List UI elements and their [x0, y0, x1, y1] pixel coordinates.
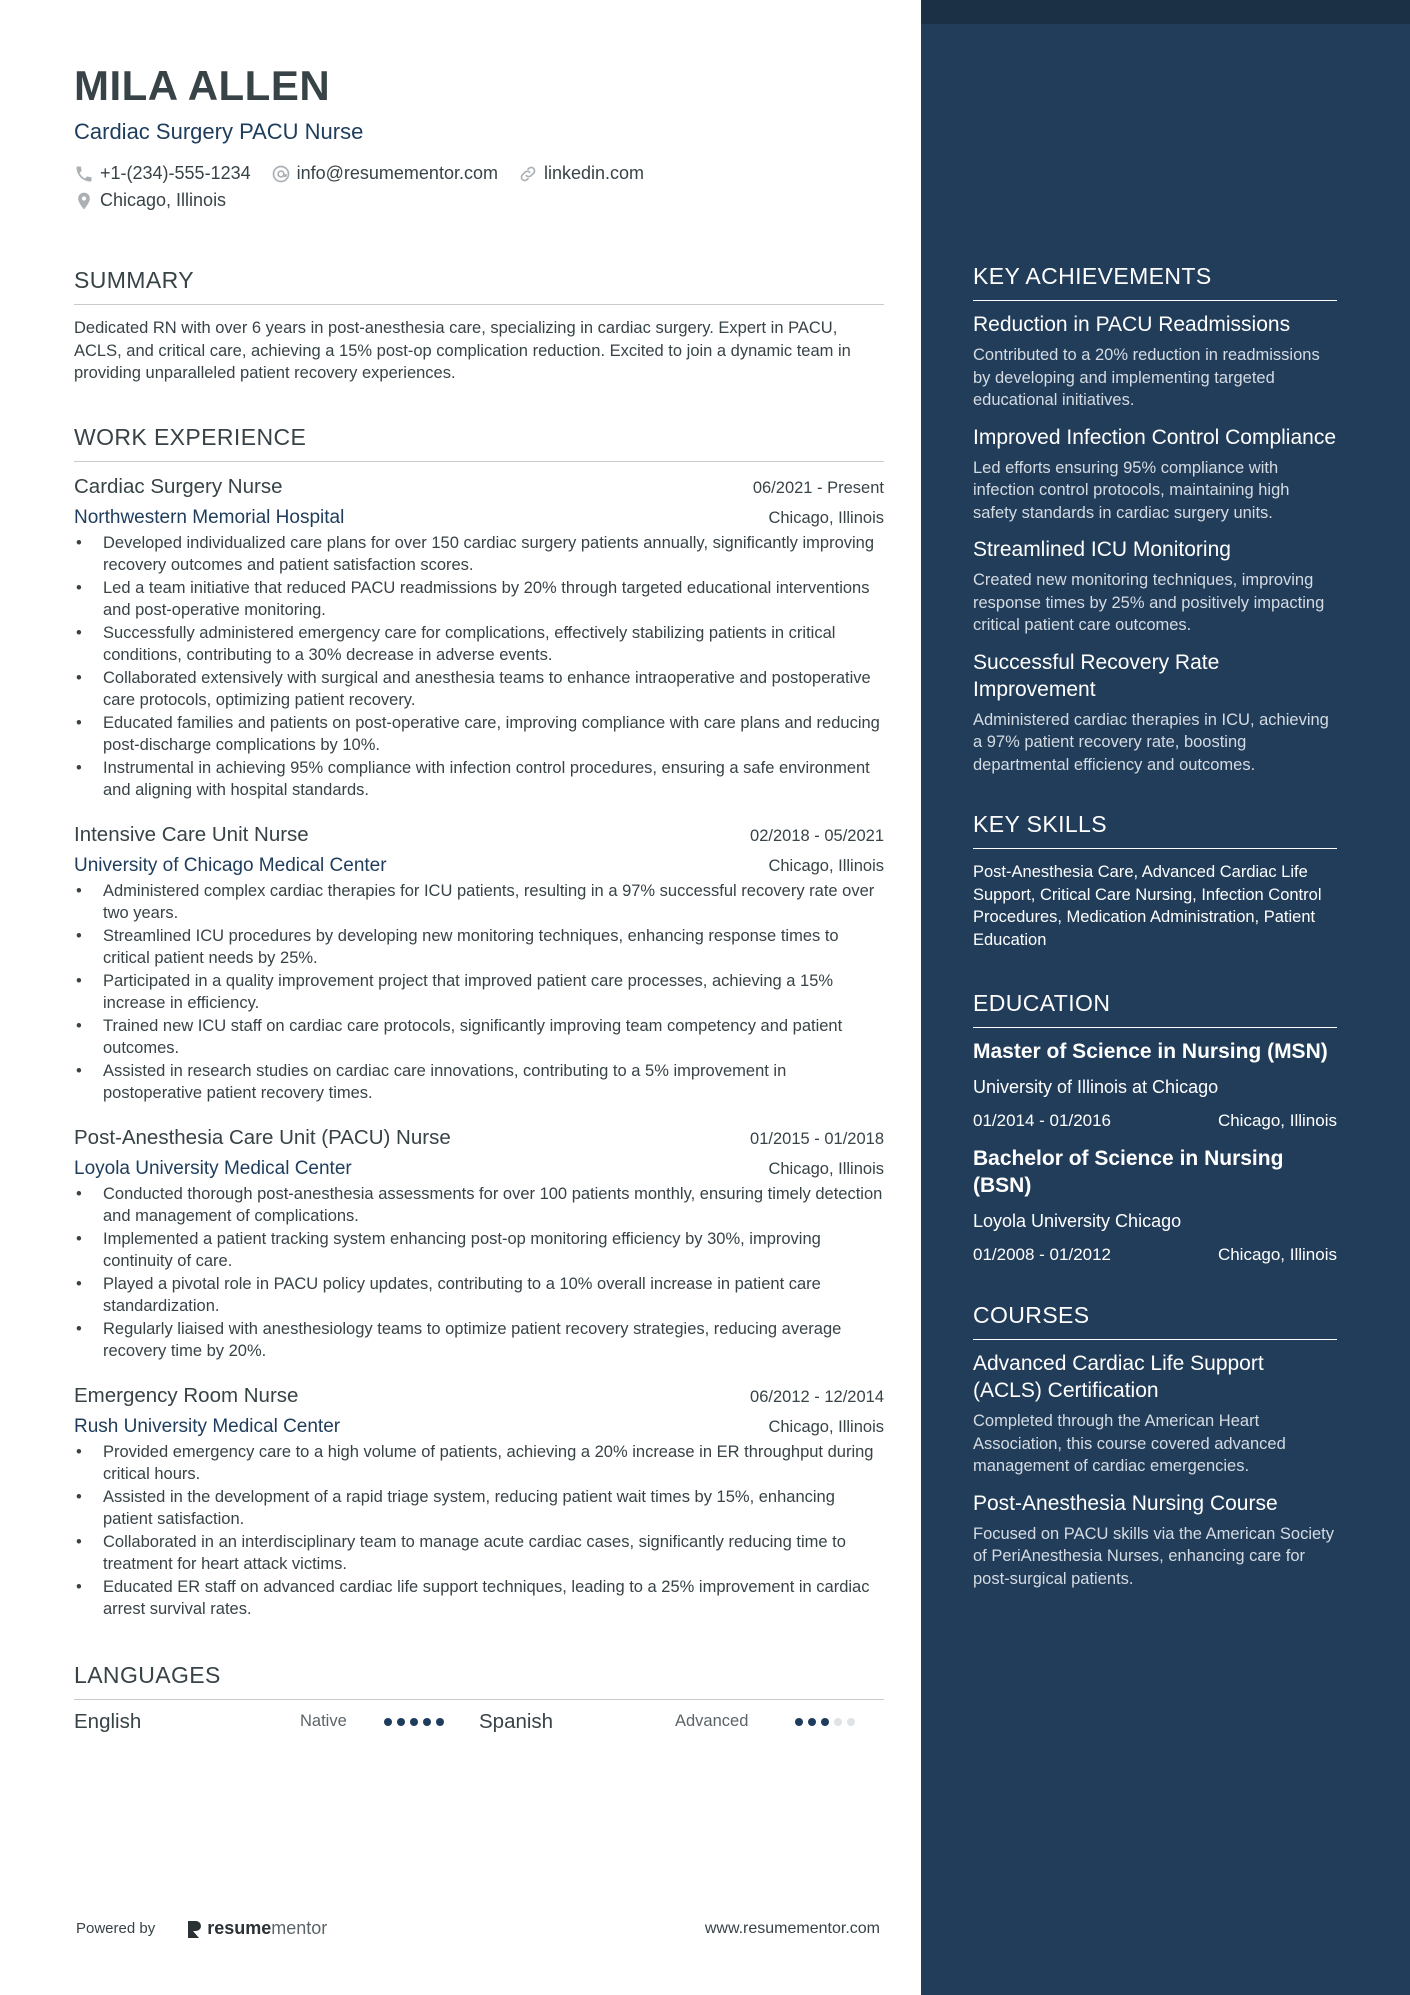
- language-rating: [795, 1718, 860, 1726]
- skills-heading: KEY SKILLS: [973, 810, 1337, 849]
- bullet-item: • Implemented a patient tracking system enhancing post-op monitoring efficiency by 30%, improving continuity of care.: [74, 1228, 884, 1273]
- achievement-title: Streamlined ICU Monitoring: [973, 538, 1231, 561]
- job-location: Chicago, Illinois: [768, 856, 884, 875]
- linkedin-text: linkedin.com: [543, 163, 645, 183]
- bullet-item: • Administered complex cardiac therapies for ICU patients, resulting in a 97% successful recovery rate over two years.: [74, 880, 884, 925]
- summary-heading: SUMMARY: [74, 266, 884, 305]
- achievement-title: Successful Recovery Rate Improvement: [973, 650, 1220, 701]
- job-bullets: [74, 1441, 884, 1621]
- job-bullets: [74, 1183, 884, 1363]
- achievement-item: [973, 649, 1337, 777]
- achievements-heading: KEY ACHIEVEMENTS: [973, 262, 1337, 301]
- achievement-item: [973, 424, 1337, 525]
- rating-dot-filled: [821, 1718, 829, 1726]
- job-bullets: [74, 532, 884, 802]
- at-icon: [271, 164, 291, 184]
- rating-dot-filled: [795, 1718, 803, 1726]
- logo-text-light: mentor: [271, 1918, 328, 1938]
- bullet-item: • Collaborated extensively with surgical and anesthesia teams to enhance intraoperative and postoperative care protocols, optimizing patient recovery.: [74, 667, 884, 712]
- language-item: [479, 1710, 884, 1734]
- footer: [76, 1918, 880, 1939]
- location-text: Chicago, Illinois: [100, 190, 227, 210]
- achievement-desc: Administered cardiac therapies in ICU, achieving a 97% patient recovery rate, boosting departmental efficiency and outcomes.: [973, 710, 1329, 774]
- job-title: Post-Anesthesia Care Unit (PACU) Nurse: [74, 1125, 451, 1149]
- rating-dot-empty: [834, 1718, 842, 1726]
- location-pin-icon: [74, 191, 94, 211]
- achievement-title: Reduction in PACU Readmissions: [973, 313, 1291, 336]
- course-item: [973, 1350, 1337, 1478]
- job-location: Chicago, Illinois: [768, 1417, 884, 1436]
- job-company: Northwestern Memorial Hospital: [74, 506, 345, 528]
- bullet-item: • Streamlined ICU procedures by developing new monitoring techniques, enhancing response times to critical patient needs by 25%.: [74, 925, 884, 970]
- bullet-item: • Collaborated in an interdisciplinary team to manage acute cardiac cases, significantly reducing time to treatment for heart attack victims.: [74, 1531, 884, 1576]
- education-degree: Bachelor of Science in Nursing (BSN): [973, 1147, 1284, 1197]
- course-desc: Focused on PACU skills via the American Society of PeriAnesthesia Nurses, enhancing care for post-surgical patients.: [973, 1524, 1335, 1588]
- bullet-item: • Assisted in the development of a rapid triage system, reducing patient wait times by 15%, enhancing patient satisfaction.: [74, 1486, 884, 1531]
- bullet-item: • Conducted thorough post-anesthesia assessments for over 100 patients monthly, ensuring timely detection and management of complications.: [74, 1183, 884, 1228]
- education-section: [973, 989, 1337, 1267]
- courses-heading: COURSES: [973, 1301, 1337, 1340]
- contact-phone: [74, 160, 251, 187]
- job-entry: [74, 472, 884, 802]
- candidate-role: Cardiac Surgery PACU Nurse: [74, 119, 364, 144]
- bullet-item: • Led a team initiative that reduced PACU readmissions by 20% through targeted educational interventions and post-operative monitoring.: [74, 577, 884, 622]
- achievement-item: [973, 536, 1337, 637]
- experience-heading: WORK EXPERIENCE: [74, 423, 884, 462]
- job-date: 06/2012 - 12/2014: [750, 1387, 884, 1406]
- education-degree: Master of Science in Nursing (MSN): [973, 1040, 1328, 1063]
- bullet-item: • Trained new ICU staff on cardiac care protocols, significantly improving team competency and patient outcomes.: [74, 1015, 884, 1060]
- job-date: 01/2015 - 01/2018: [750, 1129, 884, 1148]
- bullet-item: • Instrumental in achieving 95% compliance with infection control procedures, ensuring a safe environment and aligning with hospital standards.: [74, 757, 884, 802]
- job-location: Chicago, Illinois: [768, 1159, 884, 1178]
- education-item: [973, 1145, 1337, 1267]
- job-bullets: [74, 880, 884, 1105]
- education-location: Chicago, Illinois: [1217, 1111, 1337, 1130]
- rating-dot-filled: [423, 1718, 431, 1726]
- bullet-item: • Participated in a quality improvement project that improved patient care processes, achieving a 15% increase in efficiency.: [74, 970, 884, 1015]
- bullet-item: • Regularly liaised with anesthesiology teams to optimize patient recovery strategies, reducing average recovery time by 20%.: [74, 1318, 884, 1363]
- bullet-item: • Assisted in research studies on cardiac care innovations, contributing to a 5% improvement in postoperative patient recovery times.: [74, 1060, 884, 1105]
- course-item: [973, 1490, 1337, 1591]
- sidebar-top-bar: [921, 0, 1410, 24]
- contact-linkedin[interactable]: [518, 160, 644, 187]
- bullet-item: • Developed individualized care plans for over 150 cardiac surgery patients annually, significantly improving recovery outcomes and patient satisfaction scores.: [74, 532, 884, 577]
- rating-dot-filled: [808, 1718, 816, 1726]
- rating-dot-filled: [410, 1718, 418, 1726]
- sidebar: [921, 0, 1410, 1995]
- job-company: Rush University Medical Center: [74, 1415, 341, 1437]
- candidate-name: MILA ALLEN: [74, 62, 331, 109]
- skills-section: [973, 810, 1337, 951]
- summary-text: Dedicated RN with over 6 years in post-anesthesia care, specializing in cardiac surgery. Expert in PACU, ACLS, and critical care, achieving a 15% post-op complication reduction. Excited to join a dynamic team in providing unparalleled patient recovery experiences.: [74, 319, 851, 382]
- skills-text: Post-Anesthesia Care, Advanced Cardiac Life Support, Critical Care Nursing, Infection Control Procedures, Medication Administration, Patient Education: [973, 863, 1322, 949]
- bullet-item: • Played a pivotal role in PACU policy updates, contributing to a 10% overall increase in patient care standardization.: [74, 1273, 884, 1318]
- courses-section: [973, 1301, 1337, 1590]
- contact-email[interactable]: [271, 160, 498, 187]
- job-title: Emergency Room Nurse: [74, 1383, 299, 1407]
- job-entry: [74, 1123, 884, 1363]
- job-entry: [74, 820, 884, 1105]
- logo-text-bold: resume: [207, 1918, 272, 1938]
- contact-location: [74, 187, 226, 214]
- language-level: Advanced: [675, 1712, 749, 1730]
- link-icon: [518, 164, 538, 184]
- education-heading: EDUCATION: [973, 989, 1337, 1028]
- language-level: Native: [300, 1712, 347, 1730]
- bullet-item: • Educated families and patients on post-operative care, improving compliance with care plans and reducing post-discharge complications by 10%.: [74, 712, 884, 757]
- job-title: Cardiac Surgery Nurse: [74, 474, 283, 498]
- language-name: English: [74, 1709, 142, 1733]
- achievement-desc: Led efforts ensuring 95% compliance with infection control protocols, maintaining high safety standards in cardiac surgery units.: [973, 458, 1290, 522]
- languages-heading: LANGUAGES: [74, 1661, 884, 1700]
- education-date: 01/2014 - 01/2016: [973, 1111, 1112, 1130]
- job-date: 06/2021 - Present: [752, 478, 884, 497]
- education-school: University of Illinois at Chicago: [973, 1077, 1219, 1097]
- email-text: info@resumementor.com: [296, 163, 498, 183]
- bullet-item: • Educated ER staff on advanced cardiac life support techniques, leading to a 25% improvement in cardiac arrest survival rates.: [74, 1576, 884, 1621]
- contact-info-row2: [74, 187, 884, 214]
- job-date: 02/2018 - 05/2021: [750, 826, 884, 845]
- bullet-item: • Provided emergency care to a high volume of patients, achieving a 20% increase in ER throughput during critical hours.: [74, 1441, 884, 1486]
- contact-info: [74, 160, 884, 187]
- rating-dot-empty: [847, 1718, 855, 1726]
- achievement-item: [973, 311, 1337, 412]
- achievement-title: Improved Infection Control Compliance: [973, 425, 1337, 449]
- sidebar-content: [973, 262, 1337, 1602]
- phone-icon: [74, 164, 94, 184]
- phone-text: +1-(234)-555-1234: [100, 163, 251, 183]
- resumementor-logo-icon: [185, 1919, 203, 1939]
- rating-dot-filled: [397, 1718, 405, 1726]
- education-date: 01/2008 - 01/2012: [973, 1245, 1112, 1264]
- education-location: Chicago, Illinois: [1217, 1245, 1337, 1264]
- language-rating: [384, 1718, 449, 1726]
- job-company: University of Chicago Medical Center: [74, 854, 387, 876]
- footer-website[interactable]: www.resumementor.com: [704, 1919, 880, 1937]
- achievement-desc: Created new monitoring techniques, improving response times by 25% and positively impacting critical patient care outcomes.: [973, 571, 1325, 634]
- achievement-desc: Contributed to a 20% reduction in readmissions by developing and implementing targeted educational initiatives.: [973, 346, 1320, 409]
- language-item: [74, 1710, 479, 1734]
- languages-list: [74, 1710, 884, 1734]
- course-title: Advanced Cardiac Life Support (ACLS) Certification: [973, 1352, 1264, 1402]
- job-company: Loyola University Medical Center: [74, 1157, 352, 1179]
- achievements-section: [973, 262, 1337, 776]
- education-school: Loyola University Chicago: [973, 1211, 1182, 1231]
- resumementor-logo[interactable]: [185, 1918, 327, 1939]
- course-title: Post-Anesthesia Nursing Course: [973, 1491, 1278, 1515]
- language-name: Spanish: [479, 1709, 554, 1733]
- bullet-item: • Successfully administered emergency care for complications, effectively stabilizing patients in critical conditions, contributing to a 30% decrease in adverse events.: [74, 622, 884, 667]
- powered-by-label: Powered by: [76, 1920, 156, 1937]
- main-content: [74, 60, 884, 1734]
- education-item: [973, 1038, 1337, 1133]
- rating-dot-filled: [384, 1718, 392, 1726]
- job-title: Intensive Care Unit Nurse: [74, 822, 309, 846]
- job-location: Chicago, Illinois: [768, 508, 884, 527]
- job-entry: [74, 1381, 884, 1621]
- rating-dot-filled: [436, 1718, 444, 1726]
- course-desc: Completed through the American Heart Association, this course covered advanced management of cardiac emergencies.: [973, 1412, 1286, 1475]
